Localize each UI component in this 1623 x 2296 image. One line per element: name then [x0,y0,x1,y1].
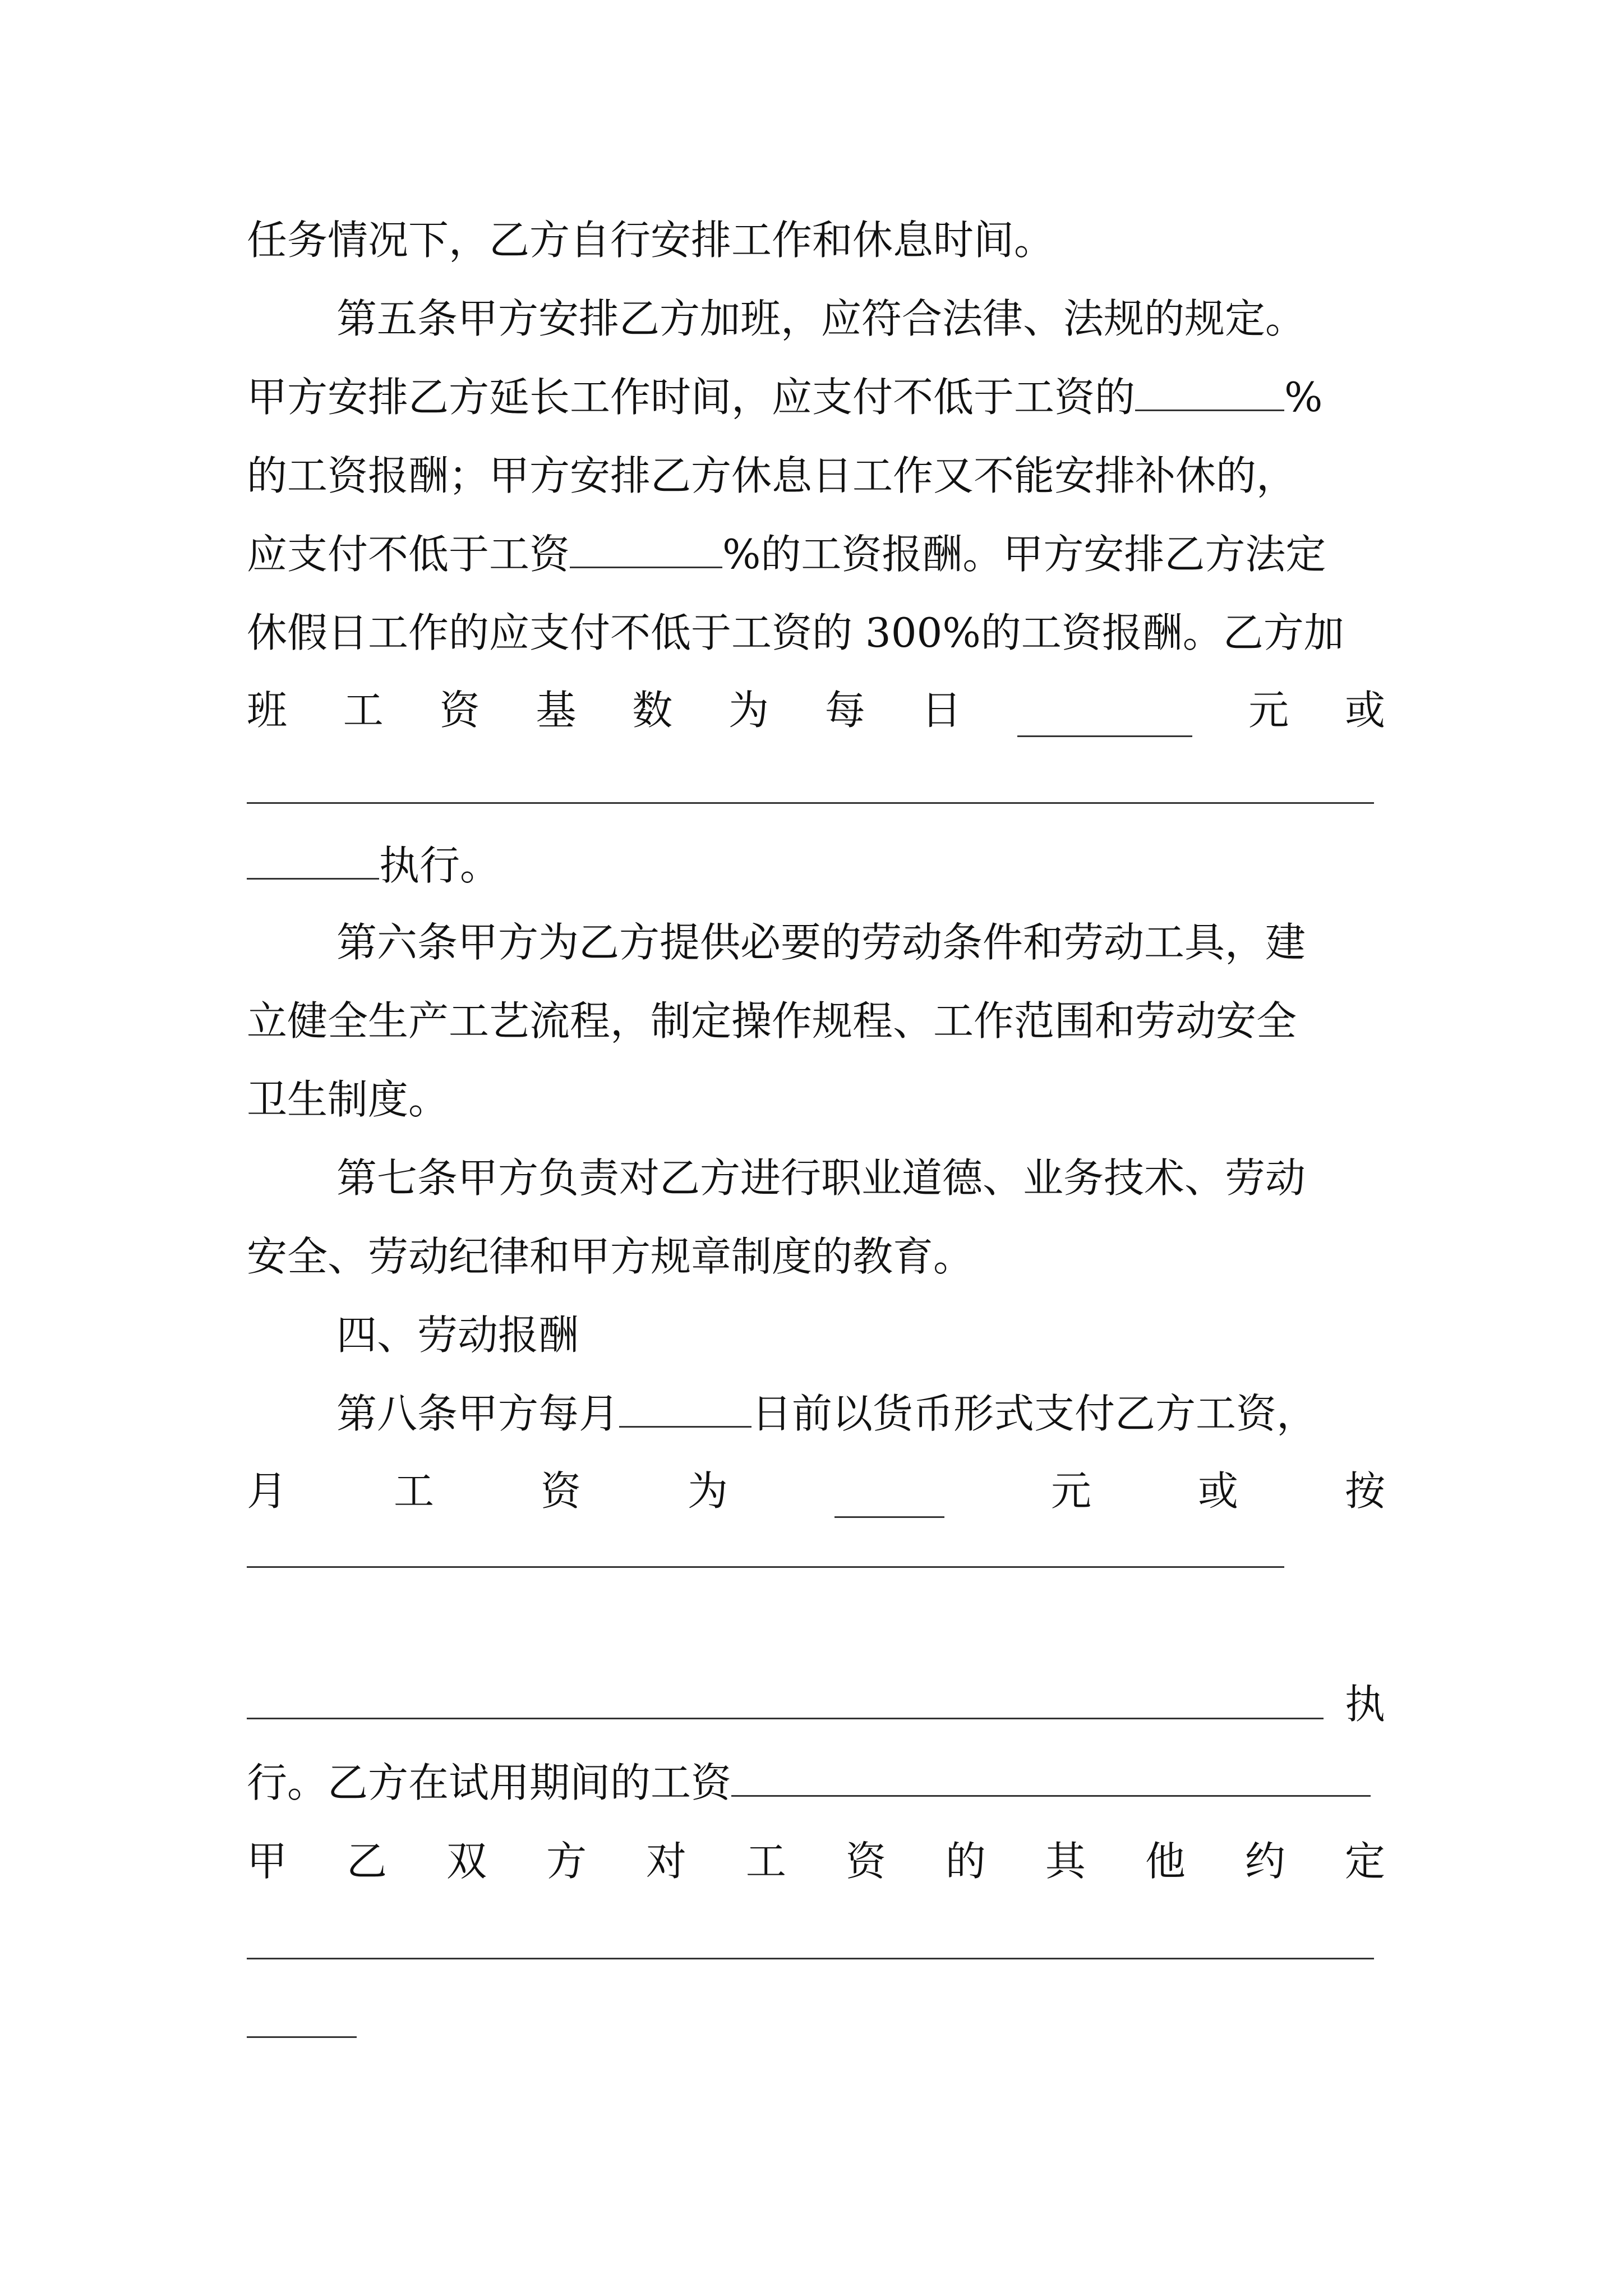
char: 甲 [247,1838,288,1885]
char: 他 [1145,1838,1186,1885]
overtime-rate-text: 甲方安排乙方延长工作时间，应支付不低于工资的 [247,374,1136,421]
blank-rest-day-rate [570,527,722,568]
blank-rule-2 [247,1566,1284,1568]
char: 的 [945,1838,986,1885]
char: 定 [1344,1838,1385,1885]
char: 为 [688,1467,728,1515]
blank-rule-4 [247,1958,1374,1959]
char: 资 [439,687,480,734]
line-11: 卫生制度。 [247,1076,449,1123]
monthly-wage-line [247,1464,1385,1518]
execute-text: 执行。 [379,842,501,889]
article-8-line [336,1387,1317,1441]
execute-line [247,839,500,892]
char: 资 [541,1467,582,1515]
percent-sign: % [1284,374,1323,421]
blank-daily-base [1017,696,1192,737]
probation-wage-line [247,1756,1371,1810]
line-13: 安全、劳动纪律和甲方规章制度的教育。 [247,1233,974,1280]
blank-overtime-rate [1135,370,1284,411]
line-6: 休假日工作的应支付不低于工资的 300%的工资报酬。乙方加 [247,609,1344,656]
char: 元 [1248,687,1289,734]
char: 每 [824,687,865,734]
char: 或 [1197,1467,1238,1515]
char: 元 [1050,1467,1091,1515]
char: 对 [645,1838,686,1885]
article-8-text: 第八条甲方每月 [336,1390,620,1437]
char: 日 [921,687,962,734]
line-1: 任务情况下，乙方自行安排工作和休息时间。 [247,217,1055,264]
char: 数 [632,687,673,734]
article-7-line: 第七条甲方负责对乙方进行职业道德、业务技术、劳动 [336,1154,1306,1202]
overtime-base-line [247,683,1385,737]
probation-text: 行。乙方在试用期间的工资 [247,1759,732,1806]
char: 月 [247,1467,288,1515]
char: 约 [1244,1838,1285,1885]
rest-day-rate-line [247,527,1326,581]
char: 班 [247,687,288,734]
blank-probation-wage [731,1756,1371,1797]
blank-pay-day [619,1387,751,1428]
char: 为 [728,687,769,734]
char: 方 [546,1838,587,1885]
overtime-rate-line [247,370,1322,424]
blank-long-rule [247,802,1374,804]
rest-day-text-2: %的工资报酬。甲方安排乙方法定 [722,531,1326,578]
article-8-text-2: 日前以货币形式支付乙方工资， [751,1390,1317,1437]
rest-day-text: 应支付不低于工资 [247,531,570,578]
blank-short [247,839,379,880]
line-10: 立健全生产工艺流程，制定操作规程、工作范围和劳动安全 [247,997,1297,1045]
section-heading: 四、劳动报酬 [336,1312,579,1359]
char: 按 [1344,1467,1385,1515]
other-agreement-line [247,1834,1385,1888]
char: 工 [343,687,384,734]
char: 或 [1344,687,1385,734]
char: 双 [446,1838,487,1885]
execute-char: 执 [1345,1681,1386,1728]
article-5-line: 第五条甲方安排乙方加班，应符合法律、法规的规定。 [336,295,1306,342]
char: 基 [536,687,577,734]
char: 乙 [346,1838,387,1885]
char: 工 [745,1838,786,1885]
blank-monthly-wage [834,1477,944,1518]
blank-rule-5 [247,2036,357,2038]
char: 资 [845,1838,886,1885]
article-6-line: 第六条甲方为乙方提供必要的劳动条件和劳动工具，建 [336,919,1306,966]
char: 工 [394,1467,435,1515]
blank-rule-3 [247,1718,1324,1719]
line-4: 的工资报酬；甲方安排乙方休息日工作又不能安排补休的， [247,452,1297,499]
char: 其 [1045,1838,1086,1885]
